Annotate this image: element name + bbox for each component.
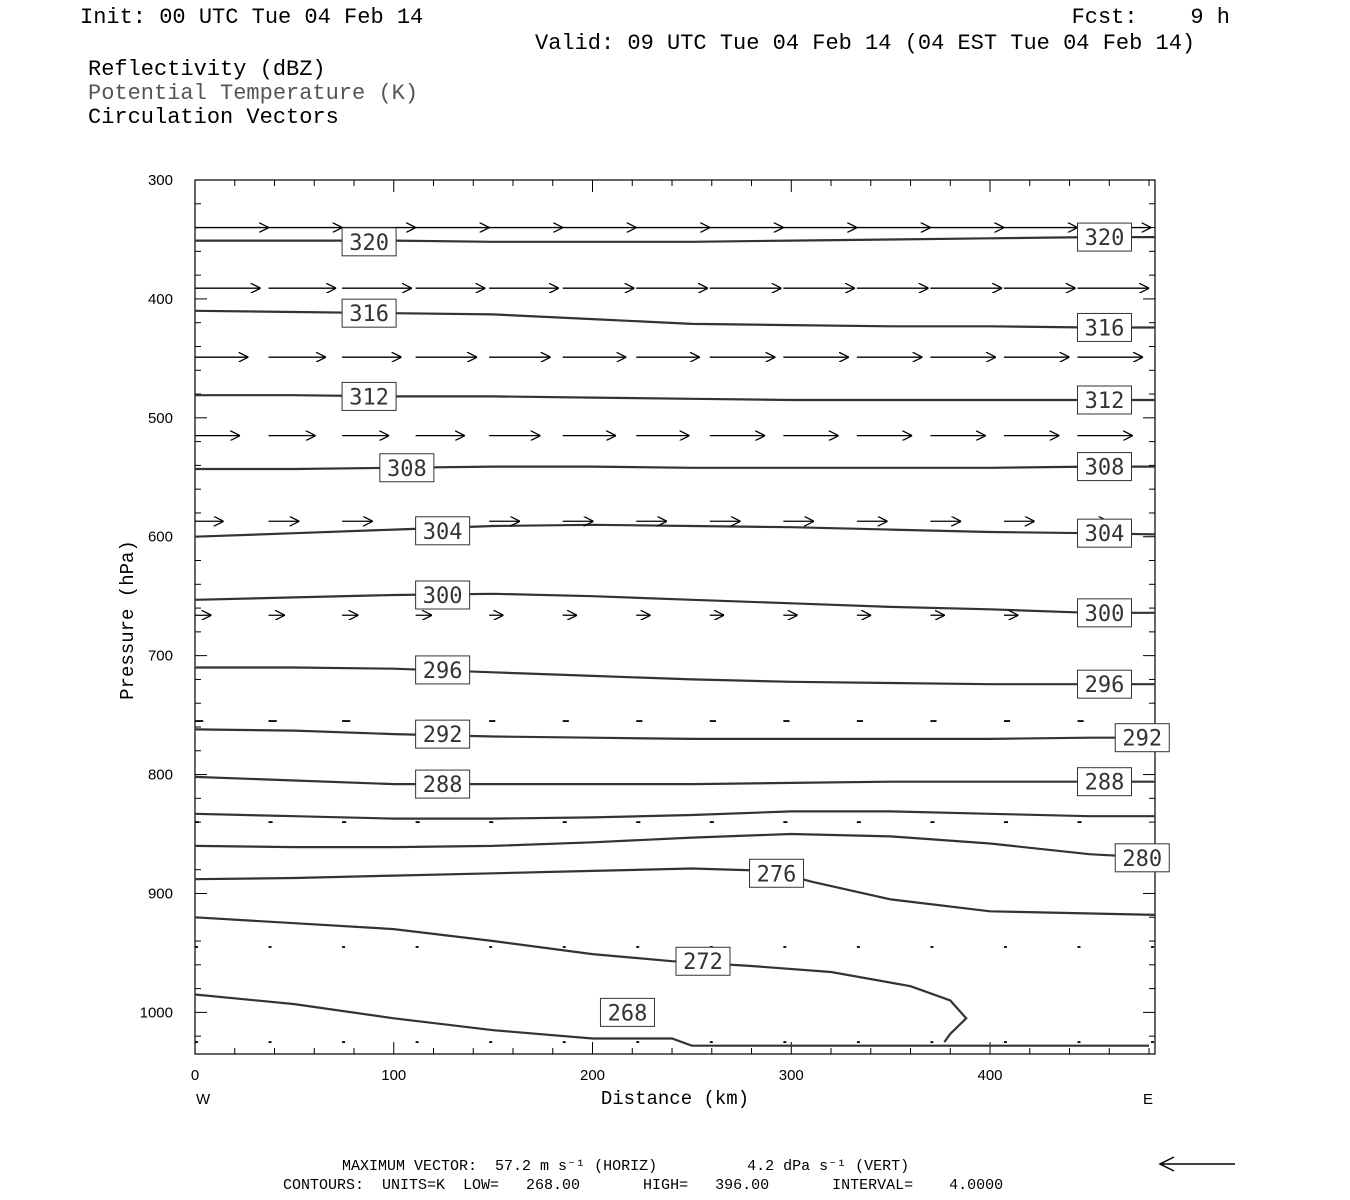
x-tick-label: 200 [579, 1067, 606, 1084]
theta-contours [195, 237, 1155, 1046]
y-tick-label: 900 [147, 885, 173, 903]
field-reflectivity: Reflectivity (dBZ) [88, 57, 326, 82]
y-tick-label: 800 [147, 766, 173, 784]
theta-contour-unlabeled [195, 811, 1155, 818]
contour-info: CONTOURS: UNITS=K LOW= 268.00 HIGH= 396.00 INTERVAL= 4.0000 [283, 1177, 1004, 1194]
contour-label: 276 [756, 862, 797, 888]
y-tick-label: 400 [147, 290, 173, 308]
contour-label: 304 [422, 519, 463, 545]
max-vector-info: MAXIMUM VECTOR: 57.2 m s⁻¹ (HORIZ) 4.2 dPa s⁻¹ (VERT) [342, 1158, 910, 1175]
west-label: W [196, 1091, 211, 1108]
theta-contour-316 [195, 311, 1155, 328]
east-label: E [1142, 1091, 1154, 1108]
plot-frame [195, 180, 1155, 1054]
y-tick-label: 1000 [139, 1004, 173, 1022]
contour-label: 288 [1084, 770, 1125, 796]
contour-label: 320 [349, 230, 389, 256]
theta-contour-272 [195, 917, 966, 1042]
theta-contour-296 [195, 668, 1155, 685]
theta-contour-308 [195, 467, 1155, 469]
contour-label: 288 [422, 773, 463, 799]
contour-label: 268 [607, 1001, 648, 1027]
theta-contour-280 [195, 834, 1155, 858]
forecast-hour: Fcst: 9 h [1071, 5, 1230, 30]
theta-contour-312 [195, 395, 1155, 400]
contour-label: 272 [683, 950, 723, 976]
contour-label: 304 [1084, 522, 1125, 548]
theta-contour-304 [195, 525, 1155, 537]
contour-label: 300 [422, 584, 463, 610]
y-axis-label: Pressure (hPa) [117, 540, 139, 700]
contour-label: 308 [1084, 455, 1125, 481]
theta-contour-320 [195, 237, 1155, 242]
theta-contour-288 [195, 777, 1155, 784]
contour-label: 292 [1122, 726, 1163, 752]
y-tick-label: 300 [147, 172, 173, 189]
contour-label: 312 [1084, 388, 1125, 414]
contour-label: 316 [349, 302, 389, 328]
init-time: Init: 00 UTC Tue 04 Feb 14 [80, 5, 424, 30]
contour-label: 280 [1122, 846, 1163, 872]
y-tick-labels [140, 172, 173, 1021]
x-axis-label: Distance (km) [600, 1088, 750, 1110]
theta-contour-292 [195, 729, 1155, 739]
circulation-vectors [195, 228, 1154, 1043]
y-tick-label: 600 [147, 528, 173, 546]
x-tick-label: 0 [190, 1067, 200, 1084]
contour-label: 300 [1084, 601, 1125, 627]
x-tick-labels [191, 1067, 1003, 1084]
theta-contour-268 [195, 995, 1149, 1046]
contour-labels [342, 223, 1169, 1026]
contour-label: 316 [1084, 316, 1125, 342]
contour-label: 312 [349, 385, 389, 411]
minor-ticks [195, 180, 1155, 1054]
contour-label: 292 [422, 723, 463, 749]
y-tick-label: 700 [147, 647, 173, 665]
field-circulation-vectors: Circulation Vectors [88, 105, 339, 130]
x-tick-label: 300 [778, 1067, 804, 1084]
contour-label: 308 [386, 456, 427, 482]
x-tick-label: 400 [977, 1067, 1003, 1084]
theta-contour-300 [195, 594, 1155, 613]
theta-contour-276 [195, 869, 1155, 915]
contour-label: 296 [422, 658, 463, 684]
field-potential-temperature: Potential Temperature (K) [88, 81, 419, 106]
y-tick-label: 500 [147, 409, 173, 427]
valid-time: Valid: 09 UTC Tue 04 Feb 14 (04 EST Tue 04 Feb 14) [535, 31, 1196, 56]
contour-label: 296 [1084, 673, 1125, 699]
contour-label: 320 [1084, 226, 1125, 252]
x-tick-label: 100 [381, 1067, 407, 1084]
